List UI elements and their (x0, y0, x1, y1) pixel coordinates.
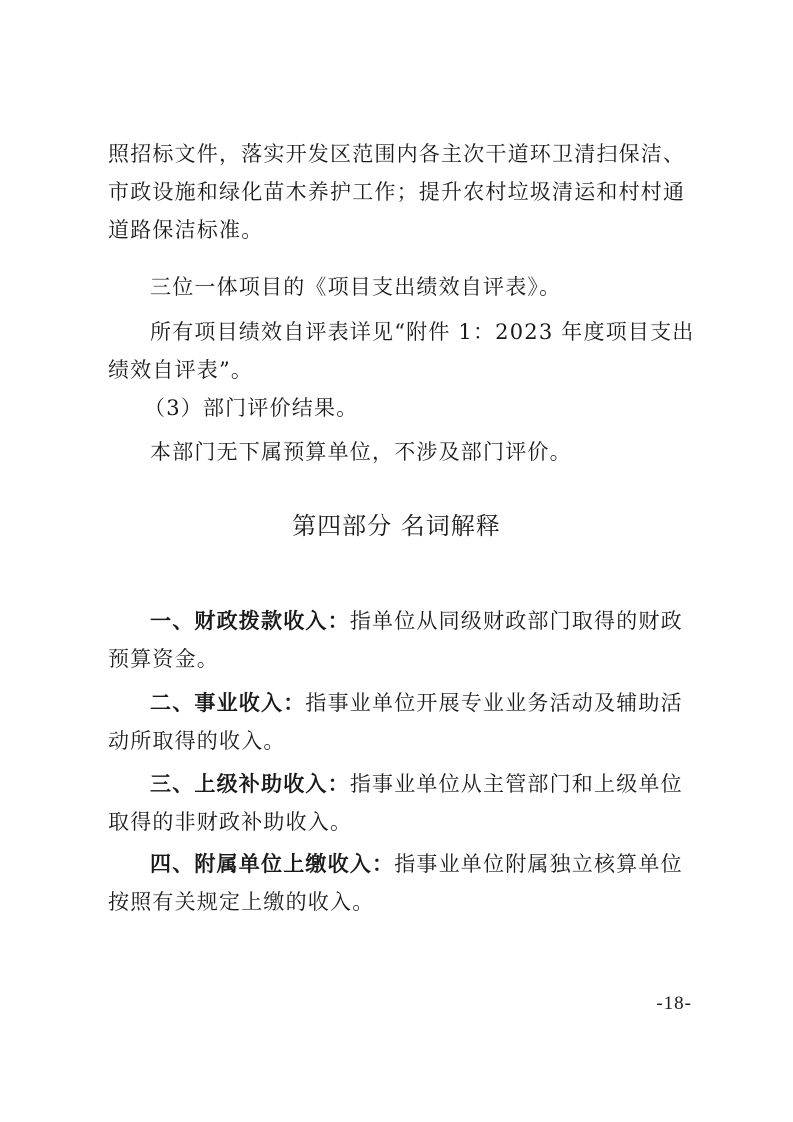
definition-item (108, 684, 698, 760)
page-number: -18- (656, 993, 692, 1014)
definition-item (108, 602, 698, 678)
definition-item (108, 845, 698, 921)
definition-term: 一、财政拨款收入： (150, 609, 350, 633)
paragraph-attachment-reference: 所有项目绩效自评表详见“附件 1：2023 年度项目支出绩效自评表”。 (108, 320, 695, 382)
paragraph-department-evaluation-subheading: （3）部门评价结果。 (144, 396, 359, 420)
definition-term: 二、事业收入： (150, 691, 306, 715)
definition-term: 四、附属单位上缴收入： (150, 852, 395, 876)
definition-text: 指单位从同级财政部门取得的财政预算资金。 (108, 609, 683, 671)
definition-term: 三、上级补助收入： (150, 772, 350, 796)
definition-item (108, 765, 698, 841)
definition-text: 指事业单位从主管部门和上级单位取得的非财政补助收入。 (108, 772, 683, 834)
definition-text: 指事业单位附属独立核算单位按照有关规定上缴的收入。 (108, 852, 683, 914)
paragraph-department-evaluation: 本部门无下属预算单位，不涉及部门评价。 (150, 440, 572, 464)
section-heading: 第四部分 名词解释 (292, 512, 501, 540)
definition-text: 指事业单位开展专业业务活动及辅助活动所取得的收入。 (108, 691, 683, 753)
paragraph-continuation: 照招标文件，落实开发区范围内各主次干道环卫清扫保洁、市政设施和绿化苗木养护工作；提升农村垃圾清运和村村通道路保洁标准。 (108, 142, 686, 242)
paragraph-self-evaluation-table: 三位一体项目的《项目支出绩效自评表》。 (150, 275, 562, 299)
